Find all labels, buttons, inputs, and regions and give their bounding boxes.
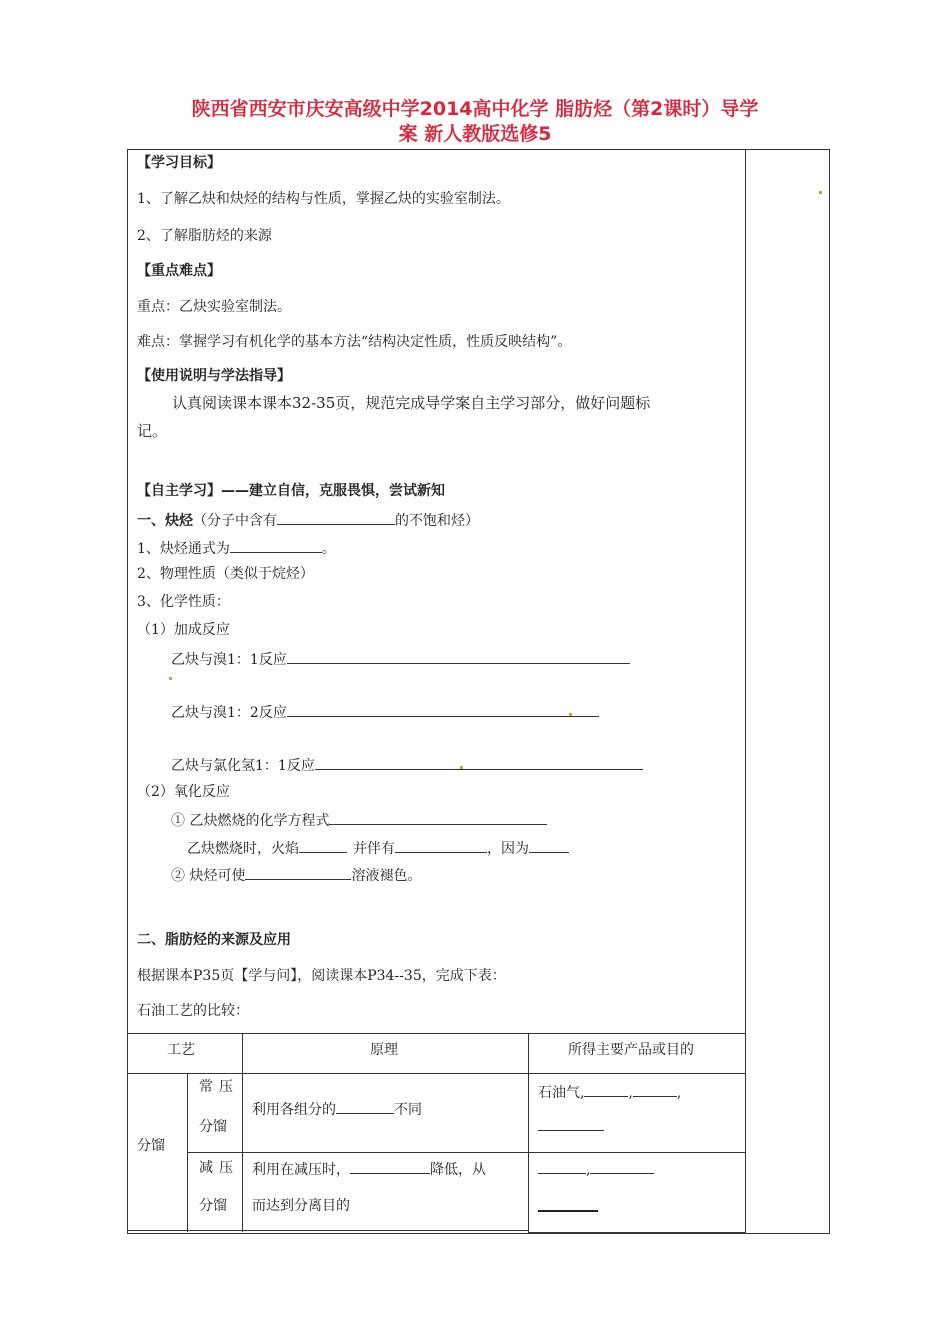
row1-principle: 利用各组分的 不同 [252, 1099, 422, 1119]
blank-flame[interactable] [299, 838, 347, 853]
alkyne-definition: 一、炔烃（分子中含有 的不饱和烃） [137, 510, 479, 530]
blank-row2-product-c[interactable] [538, 1196, 598, 1212]
blank-row1-principle[interactable] [336, 1099, 394, 1114]
row1-product: 石油气, , , [538, 1082, 681, 1102]
blank-reaction-2[interactable] [287, 702, 599, 717]
row2-principle-line1: 利用在减压时， 降低，从 [252, 1159, 486, 1179]
title-line-2: 案 新人教版选修5 [398, 123, 552, 145]
row2-principle-line2: 而达到分离目的 [252, 1198, 350, 1214]
group-label: 分馏 [137, 1138, 165, 1154]
blank-row2-principle[interactable] [350, 1159, 430, 1174]
chemical-properties: 3、化学性质： [137, 594, 230, 610]
table-bottom-border [127, 1230, 528, 1232]
section2-compare: 石油工艺的比较： [137, 1003, 249, 1019]
combustion-equation: ① 乙炔燃烧的化学方程式 [171, 810, 547, 830]
section2-title: 二、脂肪烃的来源及应用 [137, 932, 291, 948]
blank-reaction-3[interactable] [315, 755, 643, 770]
row2-sub-line2: 分馏 [199, 1198, 227, 1214]
title-line-1: 陕西省西安市庆安高级中学2014高中化学 脂肪烃（第2课时）导学 [191, 98, 759, 120]
row1-product-line2 [538, 1116, 604, 1136]
petroleum-process-table [127, 1033, 745, 1231]
focus-text: 重点：乙炔实验室制法。 [137, 299, 291, 315]
blank-reaction-1[interactable] [287, 649, 630, 664]
row1-sub-line2: 分馏 [199, 1119, 227, 1135]
key-points-heading: 【重点难点】 [137, 263, 221, 279]
row2-product: , [538, 1159, 654, 1179]
blank-combustion-equation[interactable] [329, 810, 547, 825]
physical-properties: 2、物理性质（类似于烷烃） [137, 566, 314, 582]
combustion-observation: 乙炔燃烧时，火焰 并伴有 ，因为 [187, 838, 569, 858]
usage-line-1: 认真阅读课本课本32-35页，规范完成导学案自主学习部分，做好问题标 [172, 394, 651, 412]
header-product: 所得主要产品或目的 [568, 1042, 694, 1058]
row2-sub-line1: 减压 [199, 1160, 239, 1176]
goals-heading: 【学习目标】 [137, 155, 221, 171]
general-formula-line: 1、炔烃通式为 。 [137, 538, 336, 558]
addition-reaction-heading: （1）加成反应 [137, 622, 230, 638]
header-principle: 原理 [370, 1042, 398, 1058]
oxidation-heading: （2）氧化反应 [137, 784, 230, 800]
document-title [120, 97, 830, 147]
header-process: 工艺 [167, 1042, 195, 1058]
blank-row2-product-a[interactable] [538, 1159, 586, 1174]
reaction-hcl-1-1: 乙炔与氯化氢1：1反应 [171, 755, 643, 775]
goal-item-1: 1、了解乙炔和炔烃的结构与性质，掌握乙炔的实验室制法。 [137, 191, 510, 207]
notes-column [745, 149, 830, 1234]
stray-mark [169, 677, 172, 680]
section1-title: 一、炔烃 [137, 513, 193, 529]
stray-mark [819, 191, 822, 194]
blank-row1-product-b[interactable] [633, 1082, 677, 1097]
decolor-line: ② 炔烃可使 溶液褪色。 [171, 865, 421, 885]
blank-row2-product-b[interactable] [590, 1159, 654, 1174]
goal-item-2: 2、了解脂肪烃的来源 [137, 228, 272, 244]
blank-row1-product-c[interactable] [538, 1116, 604, 1131]
section2-intro: 根据课本P35页【学与问】，阅读课本P34--35，完成下表： [137, 968, 506, 984]
blank-row1-product-a[interactable] [584, 1082, 628, 1097]
reaction-bromine-1-1: 乙炔与溴1：1反应 [171, 649, 630, 669]
blank-because[interactable] [529, 838, 569, 853]
row2-product-line2 [538, 1196, 598, 1217]
blank-general-formula[interactable] [230, 538, 322, 553]
usage-heading: 【使用说明与学法指导】 [137, 368, 291, 384]
usage-line-2: 记。 [137, 422, 168, 440]
reaction-bromine-1-2: 乙炔与溴1：2反应 [171, 702, 599, 722]
row1-sub-line1: 常压 [199, 1079, 239, 1095]
self-study-heading: 【自主学习】——建立自信，克服畏惧，尝试新知 [137, 483, 445, 499]
blank-bond-type[interactable] [277, 510, 395, 525]
difficulty-text: 难点：掌握学习有机化学的基本方法“结构决定性质，性质反映结构”。 [137, 334, 572, 350]
blank-accompanied[interactable] [395, 838, 487, 853]
blank-solution[interactable] [245, 865, 351, 880]
